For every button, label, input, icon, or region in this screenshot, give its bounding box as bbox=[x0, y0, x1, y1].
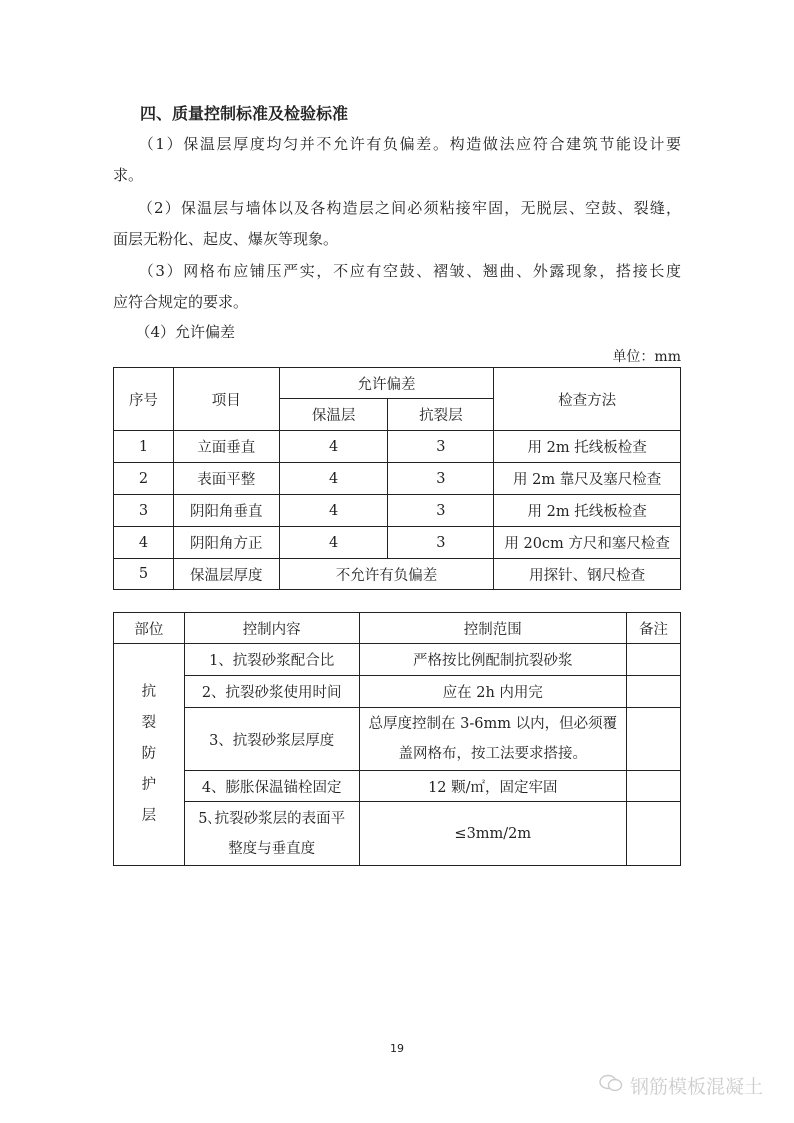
cell-note bbox=[627, 802, 681, 866]
paragraph-3-line-1: （3）网格布应铺压严实，不应有空鼓、褶皱、翘曲、外露现象，搭接长度 bbox=[113, 262, 681, 280]
cell-note bbox=[627, 708, 681, 771]
watermark-text: 钢筋模板混凝土 bbox=[630, 1076, 764, 1098]
paragraph-1-line-2: 求。 bbox=[113, 166, 144, 184]
cell-item: 阴阳角方正 bbox=[173, 527, 279, 559]
cell-range: ≤3mm/2m bbox=[359, 802, 627, 866]
header-content: 控制内容 bbox=[184, 613, 359, 644]
cell-content: 3、抗裂砂浆层厚度 bbox=[184, 708, 359, 771]
cell-anticrack: 3 bbox=[388, 431, 494, 463]
table-row bbox=[114, 676, 681, 708]
cell-no: 2 bbox=[114, 463, 174, 495]
cell-range: 12 颗/㎡，固定牢固 bbox=[359, 771, 627, 802]
cell-insulation: 4 bbox=[279, 527, 388, 559]
cell-item: 表面平整 bbox=[173, 463, 279, 495]
cell-method: 用 2m 靠尺及塞尺检查 bbox=[494, 463, 681, 495]
paragraph-2-line-2: 面层无粉化、起皮、爆灰等现象。 bbox=[113, 230, 339, 248]
cell-insulation: 4 bbox=[279, 431, 388, 463]
control-table bbox=[113, 612, 681, 866]
cell-method: 用 2m 托线板检查 bbox=[494, 495, 681, 527]
table-row bbox=[114, 644, 681, 676]
cell-range: 应在 2h 内用完 bbox=[359, 676, 627, 708]
cell-note bbox=[627, 771, 681, 802]
cell-method: 用 2m 托线板检查 bbox=[494, 431, 681, 463]
paragraph-2-line-1: （2）保温层与墙体以及各构造层之间必须粘接牢固，无脱层、空鼓、裂缝， bbox=[113, 199, 681, 217]
cell-anticrack: 3 bbox=[388, 495, 494, 527]
cell-anticrack: 3 bbox=[388, 463, 494, 495]
table-row bbox=[114, 495, 681, 527]
cell-content: 1、抗裂砂浆配合比 bbox=[184, 644, 359, 676]
cell-note bbox=[627, 676, 681, 708]
cell-note bbox=[627, 644, 681, 676]
header-item: 项目 bbox=[173, 368, 279, 431]
cell-no: 5 bbox=[114, 559, 174, 590]
header-insulation: 保温层 bbox=[279, 399, 388, 431]
cell-content: 5､抗裂砂浆层的表面平整度与垂直度 bbox=[184, 802, 359, 866]
cell-insulation: 4 bbox=[279, 495, 388, 527]
watermark bbox=[598, 1072, 763, 1099]
cell-item: 阴阳角垂直 bbox=[173, 495, 279, 527]
section-heading: 四、质量控制标准及检验标准 bbox=[140, 104, 349, 123]
cell-method: 用 20cm 方尺和塞尺检查 bbox=[494, 527, 681, 559]
header-tolerance: 允许偏差 bbox=[279, 368, 494, 399]
header-note: 备注 bbox=[627, 613, 681, 644]
cell-range: 总厚度控制在 3-6mm 以内，但必须覆盖网格布，按工法要求搭接。 bbox=[359, 708, 627, 771]
header-range: 控制范围 bbox=[359, 613, 627, 644]
cell-no: 4 bbox=[114, 527, 174, 559]
paragraph-1-line-1: （1）保温层厚度均匀并不允许有负偏差。构造做法应符合建筑节能设计要 bbox=[113, 135, 681, 153]
cell-content: 2、抗裂砂浆使用时间 bbox=[184, 676, 359, 708]
cell-item: 保温层厚度 bbox=[173, 559, 279, 590]
header-method: 检查方法 bbox=[494, 368, 681, 431]
wechat-icon bbox=[598, 1073, 624, 1098]
cell-method: 用探针、钢尺检查 bbox=[494, 559, 681, 590]
cell-no: 1 bbox=[114, 431, 174, 463]
page-number: 19 bbox=[390, 1042, 404, 1055]
header-anticrack: 抗裂层 bbox=[388, 399, 494, 431]
cell-tolerance: 不允许有负偏差 bbox=[279, 559, 494, 590]
table-row bbox=[114, 463, 681, 495]
tolerance-table bbox=[113, 367, 681, 590]
unit-label: 单位：mm bbox=[612, 349, 681, 365]
header-no: 序号 bbox=[114, 368, 174, 431]
cell-no: 3 bbox=[114, 495, 174, 527]
paragraph-4: （4）允许偏差 bbox=[113, 323, 236, 341]
table-row bbox=[114, 527, 681, 559]
header-part: 部位 bbox=[114, 613, 185, 644]
table-row bbox=[114, 708, 681, 771]
cell-anticrack: 3 bbox=[388, 527, 494, 559]
paragraph-3-line-2: 应符合规定的要求。 bbox=[113, 293, 249, 311]
cell-content: 4、膨胀保温锚栓固定 bbox=[184, 771, 359, 802]
table-row bbox=[114, 802, 681, 866]
cell-insulation: 4 bbox=[279, 463, 388, 495]
cell-part: 抗 裂 防 护 层 bbox=[114, 644, 185, 866]
table-row bbox=[114, 771, 681, 802]
cell-range: 严格按比例配制抗裂砂浆 bbox=[359, 644, 627, 676]
table-row bbox=[114, 559, 681, 590]
table-row bbox=[114, 431, 681, 463]
cell-item: 立面垂直 bbox=[173, 431, 279, 463]
